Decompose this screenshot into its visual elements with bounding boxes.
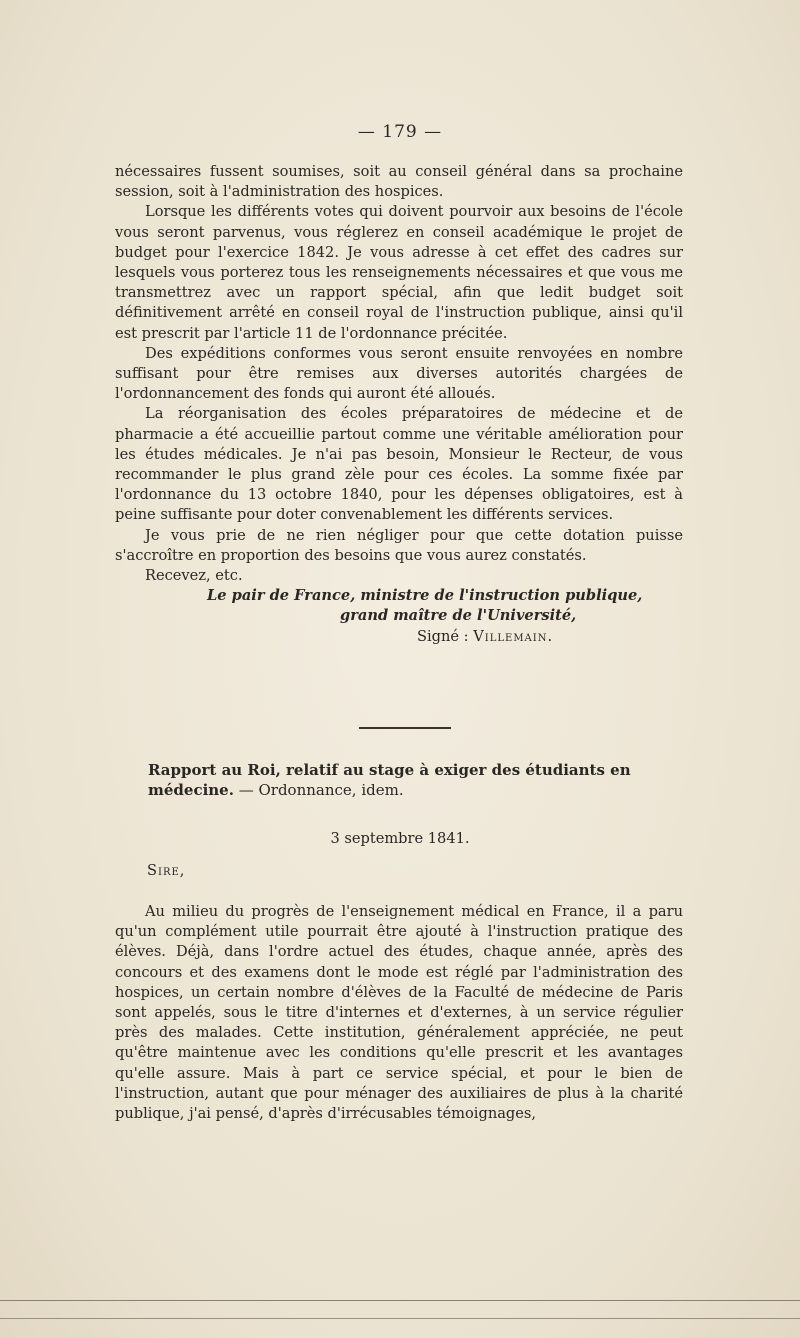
- page-edge-line: [0, 1300, 800, 1301]
- heading-title: Rapport au Roi, relatif au stage à exiger des étudiants en médecine.: [148, 761, 631, 799]
- signature-subtitle: grand maître de l'Université,: [340, 607, 577, 625]
- report-body: [115, 902, 683, 1124]
- paragraph: Des expéditions conformes vous seront ensuite renvoyées en nombre suffisant pour être remises aux diverses autorités chargées de l'ordonnancement des fonds qui auront été alloués.: [115, 344, 683, 403]
- letter-body: [115, 162, 683, 647]
- salutation: Sire,: [147, 862, 186, 879]
- paragraph: Au milieu du progrès de l'enseignement médical en France, il a paru qu'un complément utile pourrait être ajouté à l'instruction pratique des élèves. Déjà, dans l'ordre actuel des études, chaque année, après des concours et des examens dont le mode est réglé par l'administration des hospices, un certain nombre d'élèves de la Faculté de médecine de Paris sont appelés, sous le titre d'internes et d'externes, à un service régulier près des malades. Cette institution, généralement appréciée, ne peut qu'être maintenue avec les conditions qu'elle prescrit et les avantages qu'elle assure. Mais à part ce service spécial, et pour le bien de l'instruction, autant que pour ménager des auxiliaires de plus à la charité publique, j'ai pensé, d'après d'irrécusables témoignages,: [115, 903, 683, 1123]
- section-heading: [148, 760, 688, 800]
- paragraph: Je vous prie de ne rien négliger pour que cette dotation puisse s'accroître en proportion des besoins que vous aurez constatés.: [115, 526, 683, 564]
- paragraph: La réorganisation des écoles préparatoires de médecine et de pharmacie a été accueillie partout comme une véritable amélioration pour les études médicales. Je n'ai pas besoin, Monsieur le Recteur, de vous recommander le plus grand zèle pour ces écoles. La somme fixée par l'ordonnance du 13 octobre 1840, pour les dépenses obligatoires, est à peine suffisante pour doter convenablement les différents services.: [115, 405, 683, 524]
- paragraph: Lorsque les différents votes qui doivent pourvoir aux besoins de l'école vous seront parvenus, vous réglerez en conseil académique le projet de budget pour l'exercice 1842. Je vous adresse à cet effet des cadres sur lesquels vous porterez tous les renseignements nécessaires et que vous me transmettrez avec un rapport spécial, afin que ledit budget soit définitivement arrêté en conseil royal de l'instruction publique, ainsi qu'il est prescrit par l'article 11 de l'ordonnance précitée.: [115, 203, 683, 342]
- signature-title: Le pair de France, ministre de l'instruction publique,: [207, 587, 643, 605]
- signature-prefix: Signé :: [417, 627, 474, 645]
- paragraph: Recevez, etc.: [145, 567, 243, 585]
- page-number: — 179 —: [357, 122, 443, 142]
- heading-subtitle: — Ordonnance, idem.: [233, 781, 404, 799]
- section-divider: [359, 727, 451, 729]
- signature-name-line: [115, 627, 683, 647]
- date-line: 3 septembre 1841.: [330, 830, 470, 847]
- page-edge-line: [0, 1318, 800, 1319]
- paragraph: nécessaires fussent soumises, soit au conseil général dans sa prochaine session, soit à l'administration des hospices.: [115, 163, 683, 201]
- signature-name: Villemain.: [473, 627, 554, 645]
